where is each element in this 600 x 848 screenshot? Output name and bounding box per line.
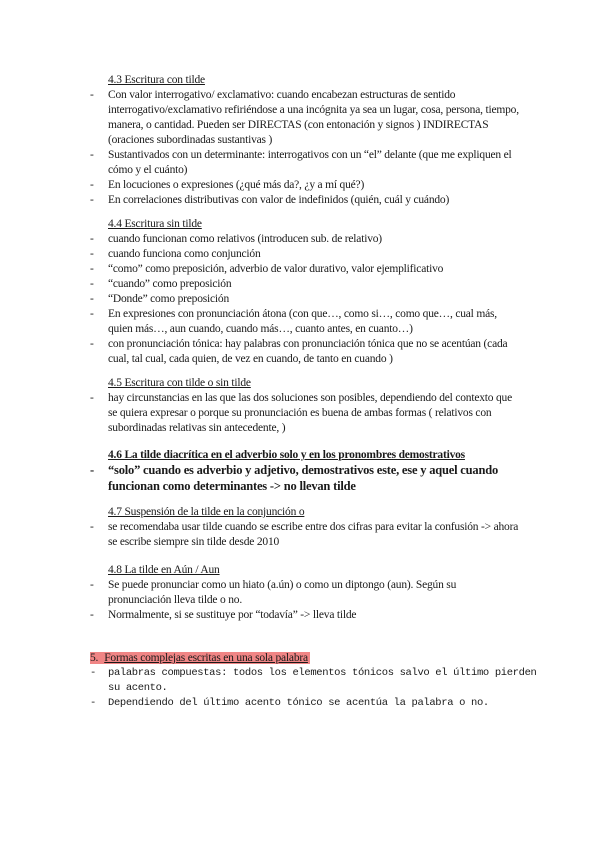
item-text: “Donde” como preposición (108, 293, 230, 305)
item-text: En locuciones o expresiones (¿qué más da?, ¿y a mí qué?) (108, 179, 365, 191)
item-text: En correlaciones distributivas con valor de indefinidos (quién, cuál y cuándo) (108, 194, 450, 206)
section-5-heading (90, 651, 310, 666)
bullet-dash: - (90, 308, 94, 320)
bullet-dash: - (90, 463, 94, 477)
item-text: Sustantivados con un determinante: interrogativos con un “el” delante (que me expliquen el cómo y el cuánto) (108, 149, 512, 176)
bullet-dash: - (90, 392, 94, 404)
heading-4-7: 4.7 Suspensión de la tilde en la conjunción o (108, 506, 305, 518)
bullet-dash: - (90, 521, 94, 533)
bullet-dash: - (90, 697, 96, 709)
bullet-dash: - (90, 233, 94, 245)
list-4-5 (0, 391, 520, 436)
section-5-title: Formas complejas escritas en una sola palabra (104, 652, 308, 664)
list-5 (0, 666, 548, 711)
item-text: palabras compuestas: todos los elementos tónicos salvo el último pierden su acento. (108, 667, 537, 694)
bullet-dash: - (90, 667, 96, 679)
bullet-dash: - (90, 293, 94, 305)
list-item (0, 292, 520, 307)
list-item (0, 178, 520, 193)
bullet-dash: - (90, 89, 94, 101)
heading-4-6: 4.6 La tilde diacrítica en el adverbio solo y en los pronombres demostrativos (108, 449, 465, 461)
item-text: En expresiones con pronunciación átona (con que…, como si…, como que…, cual más, quien más…, aun cuando, cuando más…, cuanto antes, en cuanto…) (108, 308, 497, 335)
list-item (0, 462, 520, 494)
bullet-dash: - (90, 609, 94, 621)
item-text: “como” como preposición, adverbio de valor durativo, valor ejemplificativo (108, 263, 444, 275)
list-item (0, 696, 548, 711)
item-text: Dependiendo del último acento tónico se acentúa la palabra o no. (108, 697, 489, 709)
list-4-6 (0, 462, 520, 494)
list-item (0, 520, 520, 550)
list-item (0, 666, 548, 696)
item-text: “solo” cuando es adverbio y adjetivo, demostrativos este, ese y aquel cuando funcionan como determinantes -> no llevan tilde (108, 463, 499, 493)
bullet-dash: - (90, 149, 94, 161)
bullet-dash: - (90, 179, 94, 191)
heading-4-4: 4.4 Escritura sin tilde (108, 218, 202, 230)
item-text: cuando funciona como conjunción (108, 248, 261, 260)
list-item (0, 88, 520, 148)
item-text: Se puede pronunciar como un hiato (a.ún) o como un diptongo (aun). Según su pronunciación lleva tilde o no. (108, 579, 457, 606)
item-text: hay circunstancias en las que las dos soluciones son posibles, dependiendo del contexto que se quiera expresar o porque su pronunciación es buena de ambas formas ( relativos con subordinadas relativas sin antecedente, ) (108, 392, 513, 434)
list-item (0, 247, 520, 262)
heading-4-5: 4.5 Escritura con tilde o sin tilde (108, 377, 251, 389)
list-item (0, 277, 520, 292)
list-item (0, 148, 520, 178)
list-item (0, 391, 520, 436)
list-item (0, 307, 520, 337)
list-4-7 (0, 520, 520, 550)
bullet-dash: - (90, 248, 94, 260)
list-item (0, 262, 520, 277)
bullet-dash: - (90, 194, 94, 206)
list-item (0, 578, 520, 608)
list-item (0, 608, 520, 623)
bullet-dash: - (90, 263, 94, 275)
bullet-dash: - (90, 579, 94, 591)
list-4-3 (0, 88, 520, 208)
section-5-number: 5. (90, 652, 99, 664)
item-text: con pronunciación tónica: hay palabras con pronunciación tónica que no se acentúan (cada cual, tal cual, cada quien, de vez en cuando, de tanto en cuando ) (108, 338, 508, 365)
item-text: “cuando” como preposición (108, 278, 232, 290)
item-text: Con valor interrogativo/ exclamativo: cuando encabezan estructuras de sentido interrogativo/exclamativo refiriéndose a una incógnita ya sea un lugar, cosa, persona, tiempo, manera, o cantidad. Pueden ser DIRECTAS (con entonación y signos ) INDIRECTAS (oraciones subordinadas sustantivas ) (108, 89, 519, 146)
heading-4-3: 4.3 Escritura con tilde (108, 74, 205, 86)
bullet-dash: - (90, 278, 94, 290)
bullet-dash: - (90, 338, 94, 350)
section-5-highlight (90, 652, 310, 664)
list-4-4 (0, 232, 520, 367)
list-item (0, 193, 520, 208)
item-text: Normalmente, si se sustituye por “todavía” -> lleva tilde (108, 609, 357, 621)
list-item (0, 232, 520, 247)
heading-4-8: 4.8 La tilde en Aún / Aun (108, 564, 220, 576)
item-text: cuando funcionan como relativos (introducen sub. de relativo) (108, 233, 382, 245)
item-text: se recomendaba usar tilde cuando se escribe entre dos cifras para evitar la confusión -> ahora se escribe siempre sin tilde desde 2010 (108, 521, 519, 548)
list-4-8 (0, 578, 520, 623)
list-item (0, 337, 520, 367)
